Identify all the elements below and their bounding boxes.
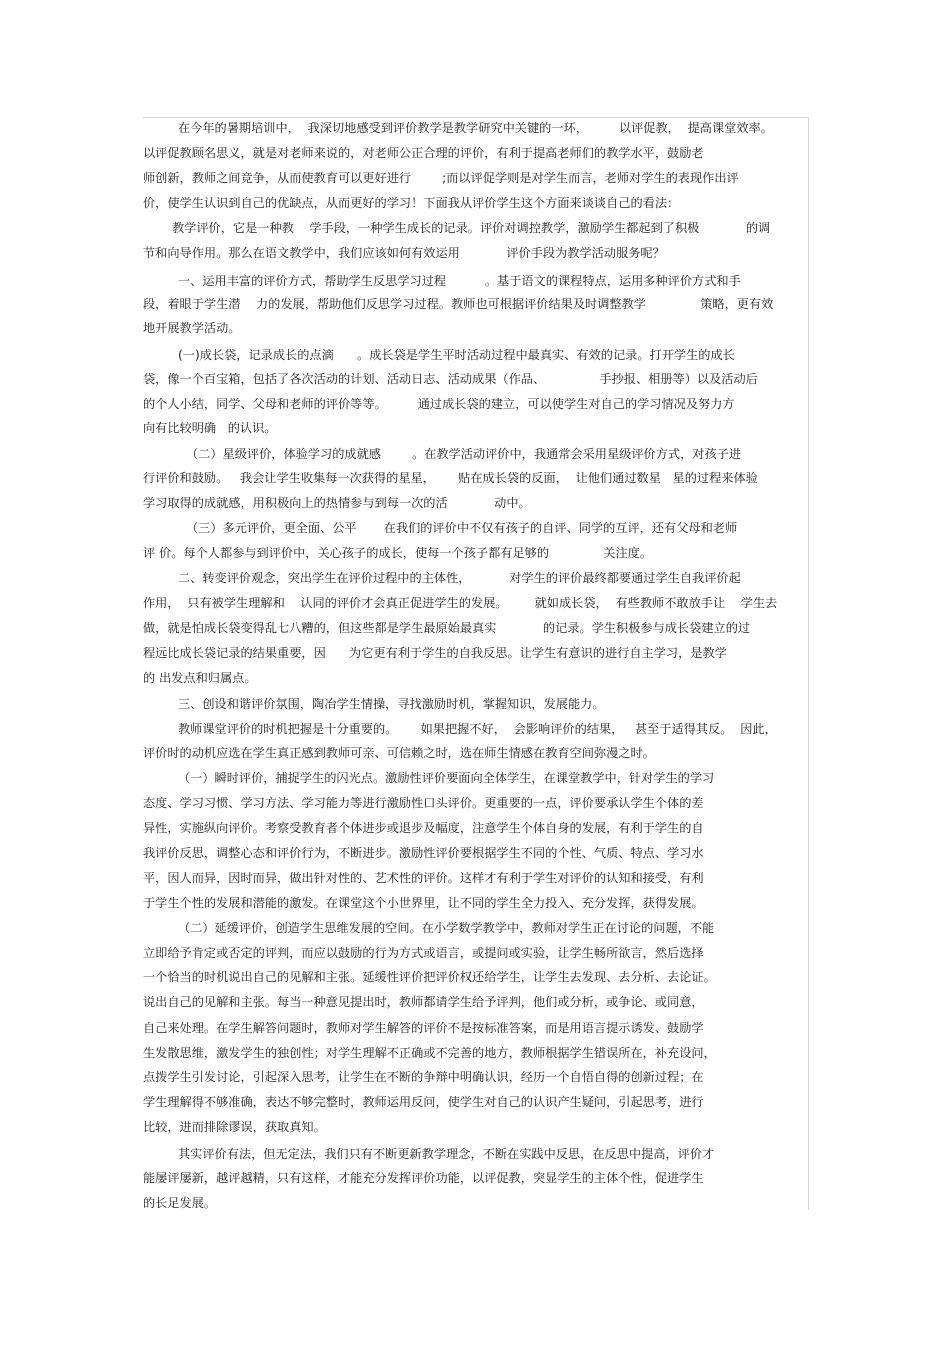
text-line: 行评价和鼓励。 我会让学生收集每一次获得的星星， 贴在成长袋的反面， 让他们通过数星 星的过程来体验 [143,471,758,485]
text-line: (一)成长袋，记录成长的点滴 。成长袋是学生平时活动过程中最真实、有效的记录。打开学生的成长 [178,348,735,362]
text-line: 点拨学生引发讨论，引起深入思考，让学生在不断的争辩中明确认识，经历一个自悟自得的创新过程；在 [143,1070,704,1084]
text-line: 以评促教顾名思义，就是对老师来说的，对老师公正合理的评价，有利于提高老师们的教学水平，鼓励老 [143,146,704,160]
text-line: 我评价反思，调整心态和评价行为，不断进步。激励性评价要根据学生不同的个性、气质、特点、学习水 [143,846,704,860]
text-line: 向有比较明确 的认识。 [143,421,277,435]
text-line: 说出自己的见解和主张。每当一种意见提出时，教师都请学生给予评判，他们或分析，或争论、或同意， [143,995,704,1009]
text-line: （一）瞬时评价，捕捉学生的闪光点。激励性评价要面向全体学生，在课堂教学中，针对学生的学习 [178,771,715,785]
text-line: 教师课堂评价的时机把握是十分重要的。 如果把握不好， 会影响评价的结果， 甚至于适得其反。 因此， [178,722,777,736]
text-line: 评价时的动机应选在学生真正感到教师可亲、可信赖之时，选在师生情感在教育空间弥漫之时。 [143,746,655,760]
text-line: 段，着眼于学生潜 力的发展，帮助他们反思学习过程。教师也可根据评价结果及时调整教学 策略，更有效 [143,297,774,311]
text-line: 自己来处理。在学生解答问题时，教师对学生解答的评价不是按标准答案，而是用语言提示诱发、鼓励学 [143,1021,704,1035]
text-line: 的 出发点和归属点。 [143,671,257,685]
text-line: 二、转变评价观念，突出学生在评价过程中的主体性， 对学生的评价最终都要通过学生自我评价起 [178,571,741,585]
text-line: 于学生个性的发展和潜能的激发。在课堂这个小世界里，让不同的学生全力投入、充分发挥，获得发展。 [143,896,704,910]
text-line: 能屡评屡新，越评越精，只有这样，才能充分发挥评价功能，以评促教，突显学生的主体个性，促进学生 [143,1171,704,1185]
text-line: 一、运用丰富的评价方式，帮助学生反思学习过程 。基于语文的课程特点，运用多种评价方式和手 [178,274,741,288]
text-line: 生发散思维，激发学生的独创性；对学生理解不正确或不完善的地方，教师根据学生错误所在，补充设问， [143,1046,716,1060]
text-line: 教学评价，它是一种教 学手段，一种学生成长的记录。评价对调控教学，激励学生都起到了积极 的调 [172,221,771,235]
text-line: 三、创设和谐评价氛围，陶冶学生情操，寻找激励时机，掌握知识，发展能力。 [178,697,605,711]
text-line: 平，因人而异，因时而异，做出针对性的、艺术性的评价。这样才有利于学生对评价的认知和接受，有利 [143,871,704,885]
text-line: 作用， 只有被学生理解和 认同的评价才会真正促进学生的发展。 就如成长袋， 有些教师不敢放手让 学生去 [143,596,778,610]
text-line: 的长足发展。 [143,1196,217,1210]
text-line: 立即给予肯定或否定的评判，而应以鼓励的行为方式或语言，或提问或实验，让学生畅所欲言，然后选择 [143,946,704,960]
text-line: 袋，像一个百宝箱，包括了各次活动的计划、活动日志、活动成果（作品、 手抄报、相册等）以及活动后 [143,372,758,386]
text-line: （三）多元评价，更全面、公平 在我们的评价中不仅有孩子的自评、同学的互评，还有父母和老师 [186,521,738,535]
text-line: 师创新，教师之间竞争，从而使教育可以更好进行 ;而以评促学则是对学生而言，老师对学生的表现作出评 [143,171,739,185]
text-line: 学生理解得不够准确，表达不够完整时，教师运用反问，使学生对自己的认识产生疑问，引起思考，进行 [143,1095,704,1109]
text-line: 的个人小结，同学、父母和老师的评价等等。 通过成长袋的建立，可以使学生对自己的学习情况及努力方 [143,397,735,411]
text-line: 异性，实施纵向评价。考察受教育者个体进步或退步及幅度，注意学生个体自身的发展，有利于学生的自 [143,821,704,835]
text-line: 程远比成长袋记录的结果重要，因 为它更有利于学生的自我反思。让学生有意识的进行自主学习，是教学 [143,646,727,660]
text-line: 一个恰当的时机说出自己的见解和主张。延缓性评价把评价权还给学生，让学生去发现、去分析、去论证。 [143,970,716,984]
text-line: 做，就是怕成长袋变得乱七八糟的，但这些都是学生最原始最真实 的记录。学生积极参与成长袋建立的过 [143,621,751,635]
text-line: 态度、学习习惯、学习方法、学习能力等进行激励性口头评价。更重要的一点，评价要承认学生个体的差 [143,796,704,810]
text-line: 节和向导作用。那么在语文教学中，我们应该如何有效运用 评价手段为教学活动服务呢？ [143,246,665,260]
text-line: 比较，进而排除谬误，获取真知。 [143,1120,326,1134]
text-line: 其实评价有法，但无定法，我们只有不断更新教学理念，不断在实践中反思，在反思中提高，评价才 [178,1147,715,1161]
text-line: （二）星级评价，体验学习的成就感 。在教学活动评价中，我通常会采用星级评价方式，对孩子进 [186,447,742,461]
page-frame-top [143,117,808,118]
text-line: 价，使学生认识到自己的优缺点，从而更好的学习！下面我从评价学生这个方面来谈谈自己的看法： [143,196,680,210]
text-line: 学习取得的成就感，用积极向上的热情参与到每一次的活 动中。 [143,496,531,510]
text-line: 评 价。每个人都参与到评价中，关心孩子的成长，使每一个孩子都有足够的 关注度。 [143,546,653,560]
text-line: 地开展教学活动。 [143,321,241,335]
text-line: 在今年的暑期培训中， 我深切地感受到评价教学是教学研究中关键的一环， 以评促教， 提高课堂效率。 [178,121,773,135]
page-frame-right [808,117,809,1210]
text-line: （二）延缓评价，创造学生思维发展的空间。在小学数学教学中，教师对学生正在讨论的问题，不能 [178,921,715,935]
